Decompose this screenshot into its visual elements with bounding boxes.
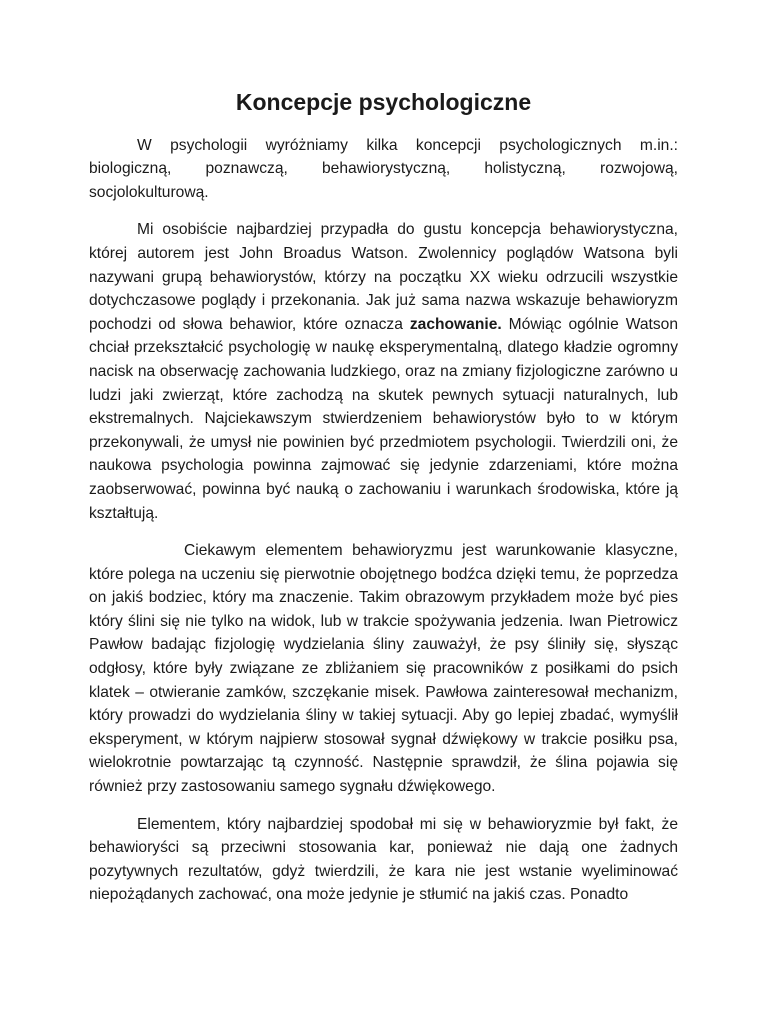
paragraph-4: Elementem, który najbardziej spodobał mi się w behawioryzmie był fakt, że behawioryści są przeciwni stosowania kar, ponieważ nie dają one żadnych pozytywnych rezultatów, gdyż twierdzili, że kara nie jest wstanie wyeliminować niepożądanych zachować, ona może jedynie je stłumić na jakiś czas. Ponadto [89,815,678,904]
paragraph-2 [89,218,678,525]
paragraph-2-bold: zachowanie. [409,315,502,333]
document-title: Koncepcje psychologiczne [235,89,532,115]
paragraph-2-text-b: Mówiąc ogólnie Watson chciał przekształcić psychologię w naukę eksperymentalną, dlatego kładzie ogromny nacisk na obserwację zachowania ludzkiego, oraz na zmiany fizjologiczne zarówno u ludzi jaki zwierząt, które zachodzą na skutek pewnych sytuacji naturalnych, lub ekstremalnych. Najciekawszym stwierdzeniem behawiorystów było to w którym przekonywali, że umysł nie powinien być przedmiotem psychologii. Twierdzili oni, że naukowa psychologia powinna zajmować się jedynie zdarzeniami, które można zaobserwować, powinna być nauką o zachowaniu i warunkach środowiska, które ją kształtują. [89,315,678,522]
paragraph-2-text-a: Mi osobiście najbardziej przypadła do gustu koncepcja behawiorystyczna, której autorem jest John Broadus Watson. Zwolennicy poglądów Watsona byli nazywani grupą behawiorystów, którzy na początku XX wieku odrzucili wszystkie dotychczasowe poglądy i przekonania. Jak już sama nazwa wskazuje behawioryzm pochodzi od słowa behawior, które oznacza [89,221,678,333]
document-page [89,82,678,921]
paragraph-3: Ciekawym elementem behawioryzmu jest warunkowanie klasyczne, które polega na uczeniu się pierwotnie obojętnego bodźca dzięki temu, że poprzedza on jakiś bodziec, który ma znaczenie. Takim obrazowym przykładem może być pies który ślini się nie tylko na widok, lub w trakcie spożywania jedzenia. Iwan Pietrowicz Pawłow badając fizjologię wydzielania śliny zauważył, że psy śliniły się, słysząc odgłosy, które były związane ze zbliżaniem się pracowników z posiłkami do psich klatek – otwieranie zamków, szczękanie misek. Pawłowa zainteresował mechanizm, który prowadzi do wydzielania śliny w takiej sytuacji. Aby go lepiej zbadać, wymyślił eksperyment, w którym najpierw stosował sygnał dźwiękowy w trakcie posiłku psa, wielokrotnie powtarzając tą czynność. Następnie sprawdził, że ślina pojawia się również przy zastosowaniu samego sygnału dźwiękowego. [89,542,678,796]
paragraph-1: W psychologii wyróżniamy kilka koncepcji psychologicznych m.in.: biologiczną, poznawczą, behawiorystyczną, holistyczną, rozwojową, socjolokulturową. [89,136,678,201]
